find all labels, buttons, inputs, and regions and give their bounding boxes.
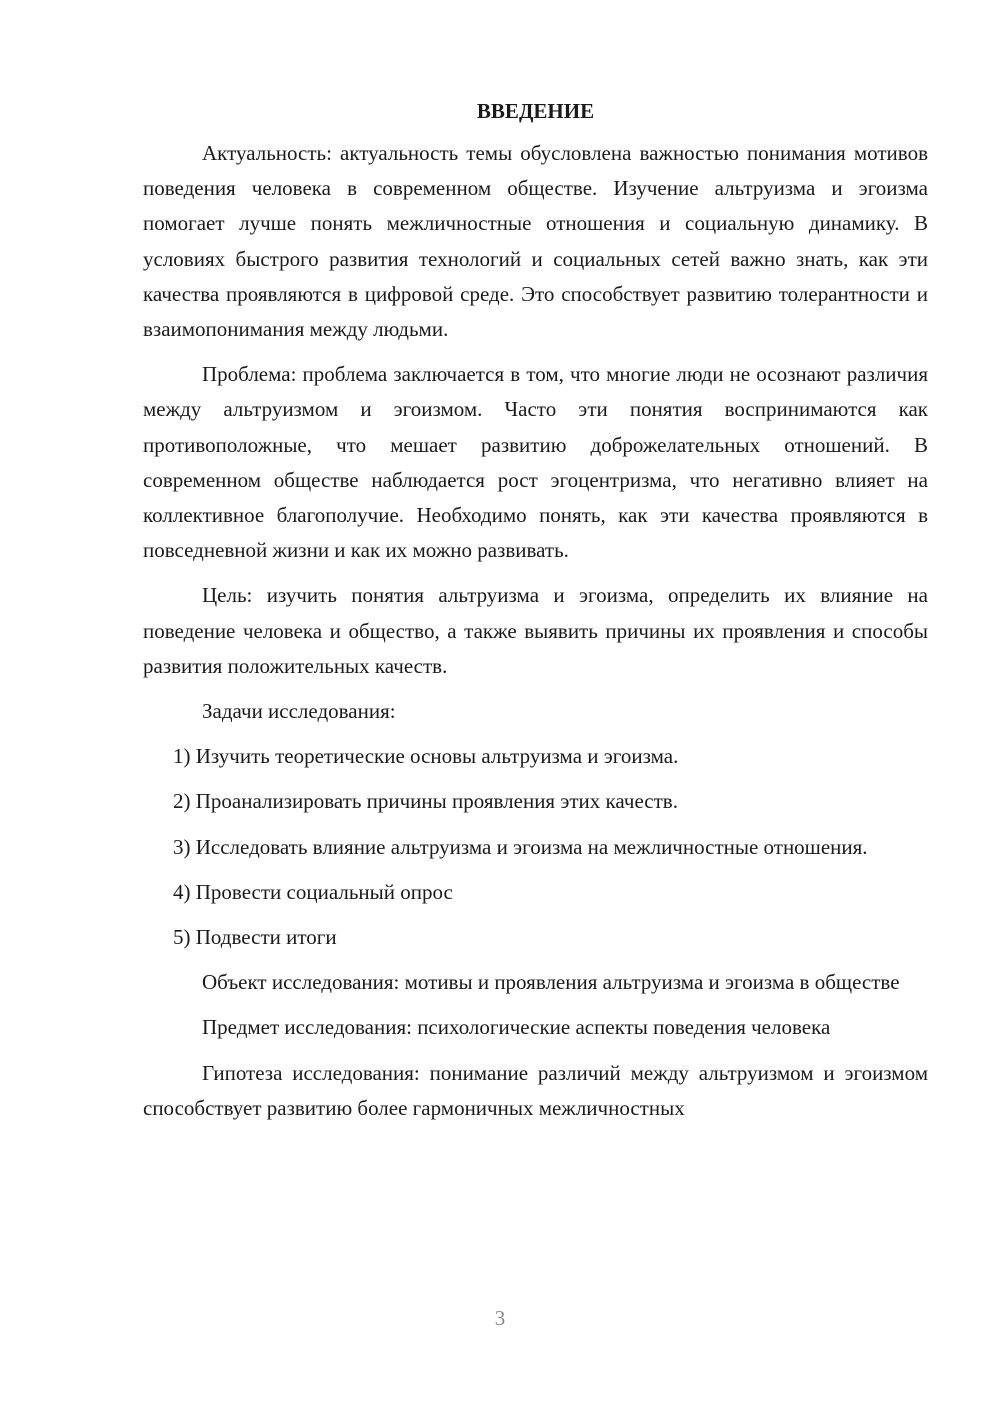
problem-paragraph: Проблема: проблема заключается в том, что многие люди не осознают различия между альтруизмом и эгоизмом. Часто эти понятия воспринимаются как противоположные, что мешает развитию доброжелательных отношений. В современном обществе наблюдается рост эгоцентризма, что негативно влияет на коллективное благополучие. Необходимо понять, как эти качества проявляются в повседневной жизни и как их можно развивать.: [143, 362, 928, 563]
hypothesis-paragraph: Гипотеза исследования: понимание различий между альтруизмом и эгоизмом способствует развитию более гармоничных межличностных: [143, 1060, 928, 1120]
task-item: 2) Проанализировать причины проявления этих качеств.: [173, 789, 678, 814]
relevance-paragraph: Актуальность: актуальность темы обусловлена важностью понимания мотивов поведения человека в современном обществе. Изучение альтруизма и эгоизма помогает лучше понять межличностные отношения и социальную динамику. В условиях быстрого развития технологий и социальных сетей важно знать, как эти качества проявляются в цифровой среде. Это способствует развитию толерантности и взаимопонимания между людьми.: [143, 141, 928, 342]
page-title: ВВЕДЕНИЕ: [476, 99, 595, 123]
page-number: 3: [494, 1306, 506, 1330]
task-item: 5) Подвести итоги: [173, 925, 337, 950]
tasks-heading: Задачи исследования:: [202, 699, 396, 724]
task-item: 3) Исследовать влияние альтруизма и эгоизма на межличностные отношения.: [173, 834, 868, 859]
task-item: 4) Провести социальный опрос: [173, 879, 453, 904]
task-item: 1) Изучить теоретические основы альтруизма и эгоизма.: [173, 744, 679, 769]
page-content: [143, 96, 928, 1136]
object-paragraph: Объект исследования: мотивы и проявления альтруизма и эгоизма в обществе: [202, 970, 900, 995]
goal-paragraph: Цель: изучить понятия альтруизма и эгоизма, определить их влияние на поведение человека и общество, а также выявить причины их проявления и способы развития положительных качеств.: [143, 583, 928, 678]
subject-paragraph: Предмет исследования: психологические аспекты поведения человека: [202, 1015, 831, 1040]
